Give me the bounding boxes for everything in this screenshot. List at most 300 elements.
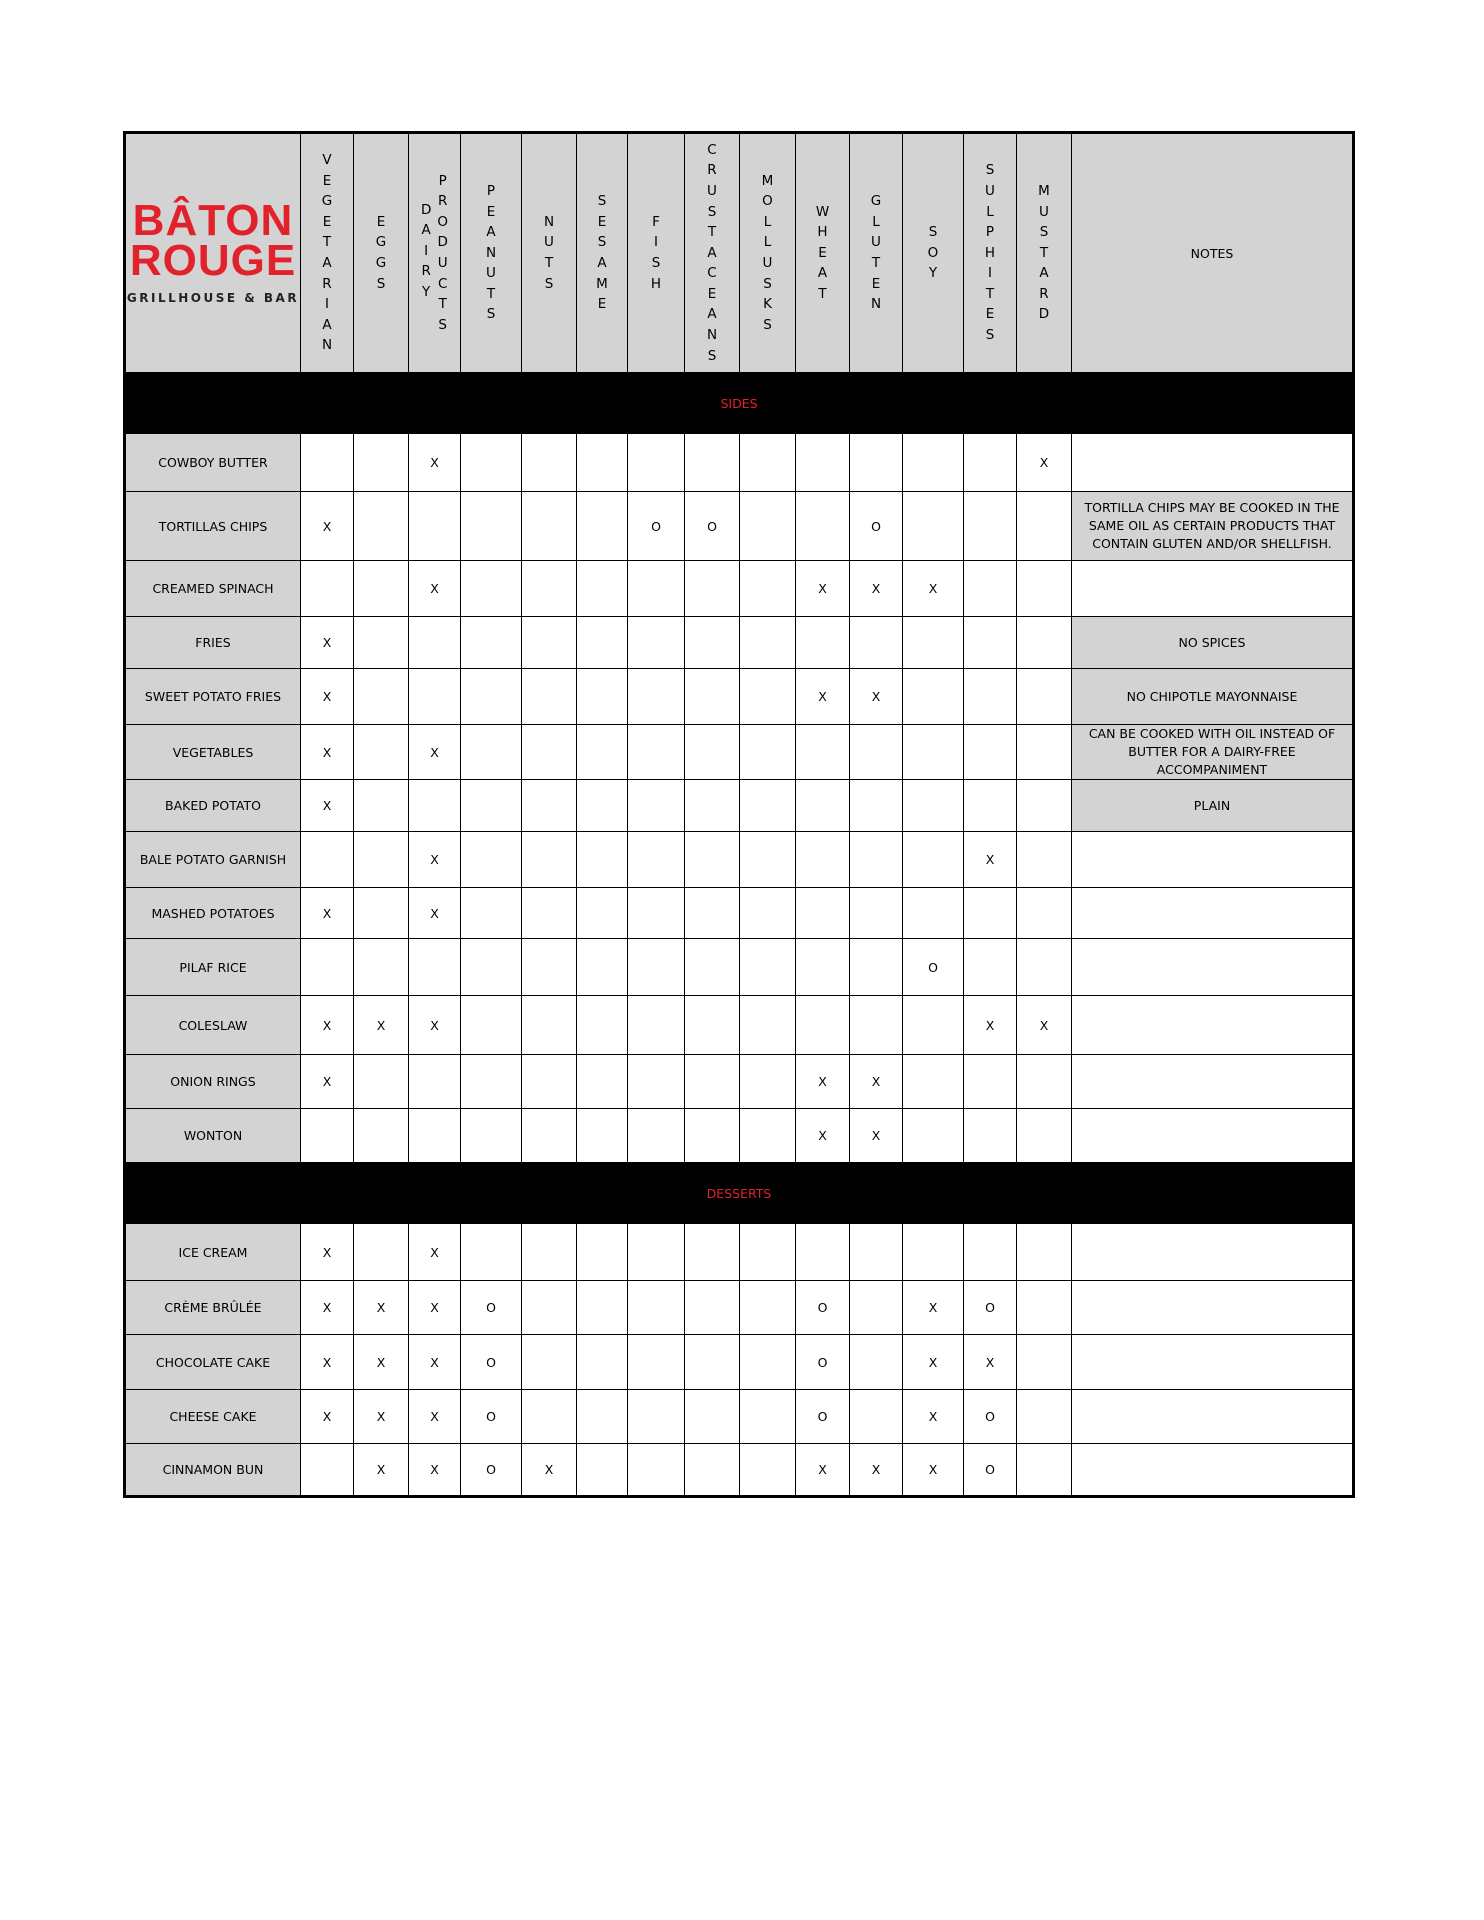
mark-mustard xyxy=(1017,492,1072,561)
column-label-vegetarian: V E G E T A R I A N xyxy=(321,152,333,354)
mark-nuts xyxy=(522,888,577,939)
mark-soy: X xyxy=(903,1444,964,1497)
mark-peanuts: O xyxy=(461,1335,522,1390)
mark-vegetarian: X xyxy=(301,780,354,832)
column-header-wheat xyxy=(796,133,850,373)
mark-eggs xyxy=(354,888,409,939)
mark-wheat: X xyxy=(796,1444,850,1497)
mark-peanuts xyxy=(461,1224,522,1281)
mark-peanuts xyxy=(461,617,522,669)
column-label-eggs: E G G S xyxy=(375,213,387,292)
mark-eggs xyxy=(354,780,409,832)
mark-gluten: O xyxy=(850,492,903,561)
mark-nuts xyxy=(522,996,577,1055)
mark-crustaceans: O xyxy=(685,492,740,561)
mark-sulphites xyxy=(964,725,1017,780)
mark-nuts xyxy=(522,1224,577,1281)
mark-gluten xyxy=(850,617,903,669)
table-row xyxy=(125,1390,1354,1444)
item-note: TORTILLA CHIPS MAY BE COOKED IN THE SAME OIL AS CERTAIN PRODUCTS THAT CONTAIN GLUTEN AND/OR SHELLFISH. xyxy=(1072,492,1354,561)
mark-sesame xyxy=(577,1281,628,1335)
table-row xyxy=(125,1224,1354,1281)
section-title: DESSERTS xyxy=(125,1163,1354,1224)
mark-wheat xyxy=(796,725,850,780)
mark-sulphites xyxy=(964,492,1017,561)
table-row xyxy=(125,1055,1354,1109)
mark-wheat xyxy=(796,996,850,1055)
mark-fish xyxy=(628,1055,685,1109)
item-note xyxy=(1072,1224,1354,1281)
mark-vegetarian xyxy=(301,561,354,617)
mark-wheat: X xyxy=(796,1109,850,1163)
mark-nuts xyxy=(522,1390,577,1444)
mark-fish xyxy=(628,434,685,492)
mark-wheat xyxy=(796,617,850,669)
mark-vegetarian: X xyxy=(301,492,354,561)
table-row xyxy=(125,492,1354,561)
mark-crustaceans xyxy=(685,939,740,996)
mark-crustaceans xyxy=(685,617,740,669)
mark-sesame xyxy=(577,780,628,832)
mark-eggs xyxy=(354,492,409,561)
mark-mustard xyxy=(1017,939,1072,996)
mark-wheat xyxy=(796,780,850,832)
table-row xyxy=(125,996,1354,1055)
mark-wheat xyxy=(796,832,850,888)
table-row xyxy=(125,1109,1354,1163)
mark-gluten xyxy=(850,1224,903,1281)
mark-eggs xyxy=(354,725,409,780)
item-note xyxy=(1072,1444,1354,1497)
mark-mustard xyxy=(1017,669,1072,725)
mark-peanuts xyxy=(461,1055,522,1109)
mark-sesame xyxy=(577,1109,628,1163)
item-note: NO SPICES xyxy=(1072,617,1354,669)
mark-nuts xyxy=(522,1055,577,1109)
mark-mollusks xyxy=(740,1281,796,1335)
mark-sesame xyxy=(577,1335,628,1390)
mark-nuts xyxy=(522,832,577,888)
mark-nuts xyxy=(522,939,577,996)
mark-mollusks xyxy=(740,939,796,996)
mark-mollusks xyxy=(740,888,796,939)
item-note xyxy=(1072,561,1354,617)
mark-dairy xyxy=(409,669,461,725)
mark-dairy: X xyxy=(409,561,461,617)
mark-dairy: X xyxy=(409,1444,461,1497)
item-note xyxy=(1072,1281,1354,1335)
item-name: MASHED POTATOES xyxy=(125,888,301,939)
mark-soy xyxy=(903,1224,964,1281)
table-row xyxy=(125,725,1354,780)
mark-soy xyxy=(903,1109,964,1163)
mark-sulphites xyxy=(964,617,1017,669)
mark-fish xyxy=(628,1390,685,1444)
mark-dairy xyxy=(409,617,461,669)
mark-crustaceans xyxy=(685,1055,740,1109)
mark-peanuts xyxy=(461,1109,522,1163)
mark-soy: O xyxy=(903,939,964,996)
item-note xyxy=(1072,434,1354,492)
column-header-gluten xyxy=(850,133,903,373)
mark-mustard xyxy=(1017,1335,1072,1390)
mark-soy xyxy=(903,832,964,888)
mark-dairy: X xyxy=(409,1390,461,1444)
mark-eggs xyxy=(354,561,409,617)
column-label-mustard: M U S T A R D xyxy=(1038,182,1050,323)
mark-vegetarian: X xyxy=(301,669,354,725)
mark-soy xyxy=(903,725,964,780)
mark-sulphites xyxy=(964,561,1017,617)
mark-peanuts xyxy=(461,939,522,996)
mark-mustard xyxy=(1017,1224,1072,1281)
mark-vegetarian: X xyxy=(301,888,354,939)
mark-sesame xyxy=(577,1224,628,1281)
mark-crustaceans xyxy=(685,1335,740,1390)
mark-soy: X xyxy=(903,1390,964,1444)
mark-sesame xyxy=(577,434,628,492)
mark-fish xyxy=(628,780,685,832)
mark-vegetarian xyxy=(301,1109,354,1163)
column-label-wheat: W H E A T xyxy=(815,203,830,302)
mark-dairy: X xyxy=(409,725,461,780)
mark-peanuts xyxy=(461,780,522,832)
mark-crustaceans xyxy=(685,669,740,725)
column-header-soy xyxy=(903,133,964,373)
column-header-peanuts xyxy=(461,133,522,373)
mark-sulphites xyxy=(964,669,1017,725)
item-name: BAKED POTATO xyxy=(125,780,301,832)
mark-mollusks xyxy=(740,617,796,669)
mark-mustard xyxy=(1017,1281,1072,1335)
mark-wheat: O xyxy=(796,1335,850,1390)
mark-nuts xyxy=(522,1109,577,1163)
column-header-eggs xyxy=(354,133,409,373)
mark-soy xyxy=(903,617,964,669)
mark-sulphites: X xyxy=(964,832,1017,888)
mark-peanuts xyxy=(461,888,522,939)
mark-sesame xyxy=(577,1390,628,1444)
mark-sesame xyxy=(577,725,628,780)
section-row-sides xyxy=(125,373,1354,434)
mark-sesame xyxy=(577,832,628,888)
mark-vegetarian: X xyxy=(301,1390,354,1444)
mark-sesame xyxy=(577,561,628,617)
mark-wheat xyxy=(796,888,850,939)
mark-vegetarian: X xyxy=(301,1055,354,1109)
mark-vegetarian: X xyxy=(301,725,354,780)
mark-sesame xyxy=(577,617,628,669)
mark-mustard xyxy=(1017,832,1072,888)
mark-mollusks xyxy=(740,1444,796,1497)
mark-nuts xyxy=(522,1335,577,1390)
mark-dairy: X xyxy=(409,832,461,888)
mark-fish xyxy=(628,669,685,725)
item-name: BALE POTATO GARNISH xyxy=(125,832,301,888)
mark-mustard xyxy=(1017,617,1072,669)
mark-dairy: X xyxy=(409,1224,461,1281)
mark-gluten xyxy=(850,780,903,832)
mark-peanuts xyxy=(461,832,522,888)
table-row xyxy=(125,617,1354,669)
mark-eggs xyxy=(354,617,409,669)
mark-mustard xyxy=(1017,1055,1072,1109)
item-name: CHEESE CAKE xyxy=(125,1390,301,1444)
item-note xyxy=(1072,832,1354,888)
mark-gluten xyxy=(850,1335,903,1390)
header-row xyxy=(125,133,1354,373)
mark-soy xyxy=(903,434,964,492)
mark-fish xyxy=(628,832,685,888)
mark-eggs xyxy=(354,1055,409,1109)
mark-mollusks xyxy=(740,832,796,888)
column-label-gluten: G L U T E N xyxy=(870,193,882,313)
section-title: SIDES xyxy=(125,373,1354,434)
mark-mustard: X xyxy=(1017,996,1072,1055)
mark-soy xyxy=(903,780,964,832)
mark-fish xyxy=(628,1444,685,1497)
mark-peanuts xyxy=(461,434,522,492)
mark-mollusks xyxy=(740,669,796,725)
mark-sulphites: O xyxy=(964,1390,1017,1444)
item-name: FRIES xyxy=(125,617,301,669)
mark-nuts xyxy=(522,492,577,561)
table-row xyxy=(125,434,1354,492)
mark-nuts xyxy=(522,780,577,832)
baton-rouge-logo xyxy=(126,196,300,305)
mark-gluten: X xyxy=(850,669,903,725)
mark-eggs: X xyxy=(354,996,409,1055)
mark-fish xyxy=(628,996,685,1055)
mark-fish xyxy=(628,1281,685,1335)
mark-soy xyxy=(903,669,964,725)
mark-vegetarian: X xyxy=(301,1224,354,1281)
mark-mollusks xyxy=(740,1055,796,1109)
mark-dairy xyxy=(409,780,461,832)
mark-gluten xyxy=(850,888,903,939)
mark-wheat xyxy=(796,1224,850,1281)
mark-eggs: X xyxy=(354,1335,409,1390)
mark-sesame xyxy=(577,888,628,939)
mark-mollusks xyxy=(740,996,796,1055)
mark-sesame xyxy=(577,1055,628,1109)
item-name: SWEET POTATO FRIES xyxy=(125,669,301,725)
mark-eggs xyxy=(354,1109,409,1163)
allergen-chart xyxy=(123,131,1355,1498)
mark-eggs xyxy=(354,434,409,492)
mark-eggs xyxy=(354,669,409,725)
mark-nuts: X xyxy=(522,1444,577,1497)
mark-sulphites: X xyxy=(964,996,1017,1055)
mark-wheat: X xyxy=(796,1055,850,1109)
mark-sulphites xyxy=(964,1055,1017,1109)
table-row xyxy=(125,561,1354,617)
mark-mollusks xyxy=(740,1335,796,1390)
mark-sulphites xyxy=(964,888,1017,939)
mark-mollusks xyxy=(740,1390,796,1444)
mark-mollusks xyxy=(740,561,796,617)
table-row xyxy=(125,1281,1354,1335)
column-label-sesame: S E S A M E xyxy=(596,193,608,313)
mark-crustaceans xyxy=(685,1390,740,1444)
mark-sesame xyxy=(577,939,628,996)
column-header-mustard xyxy=(1017,133,1072,373)
mark-gluten xyxy=(850,1390,903,1444)
mark-eggs: X xyxy=(354,1281,409,1335)
section-row-desserts xyxy=(125,1163,1354,1224)
item-note: NO CHIPOTLE MAYONNAISE xyxy=(1072,669,1354,725)
item-name: VEGETABLES xyxy=(125,725,301,780)
item-note xyxy=(1072,996,1354,1055)
mark-peanuts xyxy=(461,996,522,1055)
mark-peanuts: O xyxy=(461,1281,522,1335)
column-header-vegetarian xyxy=(301,133,354,373)
mark-mustard xyxy=(1017,1444,1072,1497)
mark-dairy: X xyxy=(409,888,461,939)
mark-mustard xyxy=(1017,888,1072,939)
table-row xyxy=(125,1335,1354,1390)
mark-gluten xyxy=(850,832,903,888)
column-label-dairy-2: P R O D U C T S xyxy=(437,172,449,333)
mark-sesame xyxy=(577,669,628,725)
mark-nuts xyxy=(522,669,577,725)
column-label-dairy-1: D A I R Y xyxy=(420,201,432,300)
mark-fish xyxy=(628,725,685,780)
mark-soy xyxy=(903,492,964,561)
mark-gluten xyxy=(850,939,903,996)
mark-crustaceans xyxy=(685,996,740,1055)
mark-soy: X xyxy=(903,1281,964,1335)
column-label-soy: S O Y xyxy=(927,224,939,282)
mark-soy xyxy=(903,996,964,1055)
mark-gluten: X xyxy=(850,1109,903,1163)
mark-dairy: X xyxy=(409,996,461,1055)
mark-peanuts: O xyxy=(461,1444,522,1497)
item-name: ONION RINGS xyxy=(125,1055,301,1109)
mark-mustard xyxy=(1017,561,1072,617)
mark-wheat: O xyxy=(796,1281,850,1335)
column-header-notes: NOTES xyxy=(1072,133,1354,373)
mark-mollusks xyxy=(740,780,796,832)
column-label-mollusks: M O L L U S K S xyxy=(761,172,774,333)
mark-vegetarian xyxy=(301,434,354,492)
mark-nuts xyxy=(522,1281,577,1335)
item-name: CINNAMON BUN xyxy=(125,1444,301,1497)
mark-wheat xyxy=(796,434,850,492)
table-row xyxy=(125,669,1354,725)
mark-mustard xyxy=(1017,1390,1072,1444)
item-name: TORTILLAS CHIPS xyxy=(125,492,301,561)
mark-sulphites: O xyxy=(964,1281,1017,1335)
item-note xyxy=(1072,888,1354,939)
mark-vegetarian xyxy=(301,832,354,888)
mark-gluten xyxy=(850,1281,903,1335)
mark-crustaceans xyxy=(685,434,740,492)
table-row xyxy=(125,780,1354,832)
mark-sulphites xyxy=(964,939,1017,996)
mark-fish xyxy=(628,1109,685,1163)
item-name: ICE CREAM xyxy=(125,1224,301,1281)
mark-mollusks xyxy=(740,1224,796,1281)
column-label-peanuts: P E A N U T S xyxy=(485,182,497,323)
mark-fish xyxy=(628,1335,685,1390)
mark-dairy xyxy=(409,939,461,996)
mark-sulphites: O xyxy=(964,1444,1017,1497)
mark-eggs: X xyxy=(354,1390,409,1444)
mark-peanuts xyxy=(461,492,522,561)
mark-fish xyxy=(628,1224,685,1281)
column-label-fish: F I S H xyxy=(650,213,662,292)
mark-eggs: X xyxy=(354,1444,409,1497)
mark-sulphites: X xyxy=(964,1335,1017,1390)
mark-wheat: X xyxy=(796,669,850,725)
logo-tagline: GRILLHOUSE & BAR xyxy=(126,291,300,305)
column-label-nuts: N U T S xyxy=(543,213,555,292)
mark-sesame xyxy=(577,1444,628,1497)
item-name: PILAF RICE xyxy=(125,939,301,996)
mark-crustaceans xyxy=(685,1281,740,1335)
mark-wheat xyxy=(796,939,850,996)
mark-sulphites xyxy=(964,1109,1017,1163)
mark-eggs xyxy=(354,1224,409,1281)
mark-mustard xyxy=(1017,780,1072,832)
table-row xyxy=(125,1444,1354,1497)
mark-peanuts xyxy=(461,561,522,617)
mark-dairy xyxy=(409,492,461,561)
mark-wheat xyxy=(796,492,850,561)
column-label-sulphites: S U L P H I T E S xyxy=(984,162,996,344)
mark-mollusks xyxy=(740,725,796,780)
mark-vegetarian xyxy=(301,1444,354,1497)
column-header-crustaceans xyxy=(685,133,740,373)
mark-peanuts xyxy=(461,725,522,780)
table-row xyxy=(125,888,1354,939)
item-name: WONTON xyxy=(125,1109,301,1163)
mark-fish xyxy=(628,561,685,617)
mark-soy: X xyxy=(903,561,964,617)
mark-crustaceans xyxy=(685,1109,740,1163)
mark-mustard xyxy=(1017,1109,1072,1163)
mark-sesame xyxy=(577,996,628,1055)
mark-nuts xyxy=(522,434,577,492)
mark-sulphites xyxy=(964,780,1017,832)
item-note xyxy=(1072,1055,1354,1109)
column-header-sesame xyxy=(577,133,628,373)
item-note xyxy=(1072,1335,1354,1390)
mark-vegetarian xyxy=(301,939,354,996)
item-note xyxy=(1072,1390,1354,1444)
mark-crustaceans xyxy=(685,561,740,617)
column-header-fish xyxy=(628,133,685,373)
mark-sulphites xyxy=(964,434,1017,492)
table-row xyxy=(125,832,1354,888)
mark-gluten: X xyxy=(850,1444,903,1497)
logo-cell xyxy=(125,133,301,373)
item-name: CRÈME BRÛLÉE xyxy=(125,1281,301,1335)
mark-dairy: X xyxy=(409,1335,461,1390)
mark-crustaceans xyxy=(685,888,740,939)
mark-dairy: X xyxy=(409,434,461,492)
column-header-mollusks xyxy=(740,133,796,373)
mark-sulphites xyxy=(964,1224,1017,1281)
mark-sesame xyxy=(577,492,628,561)
item-note: CAN BE COOKED WITH OIL INSTEAD OF BUTTER FOR A DAIRY-FREE ACCOMPANIMENT xyxy=(1072,725,1354,780)
mark-dairy xyxy=(409,1109,461,1163)
mark-peanuts xyxy=(461,669,522,725)
mark-nuts xyxy=(522,617,577,669)
mark-soy xyxy=(903,888,964,939)
mark-fish: O xyxy=(628,492,685,561)
